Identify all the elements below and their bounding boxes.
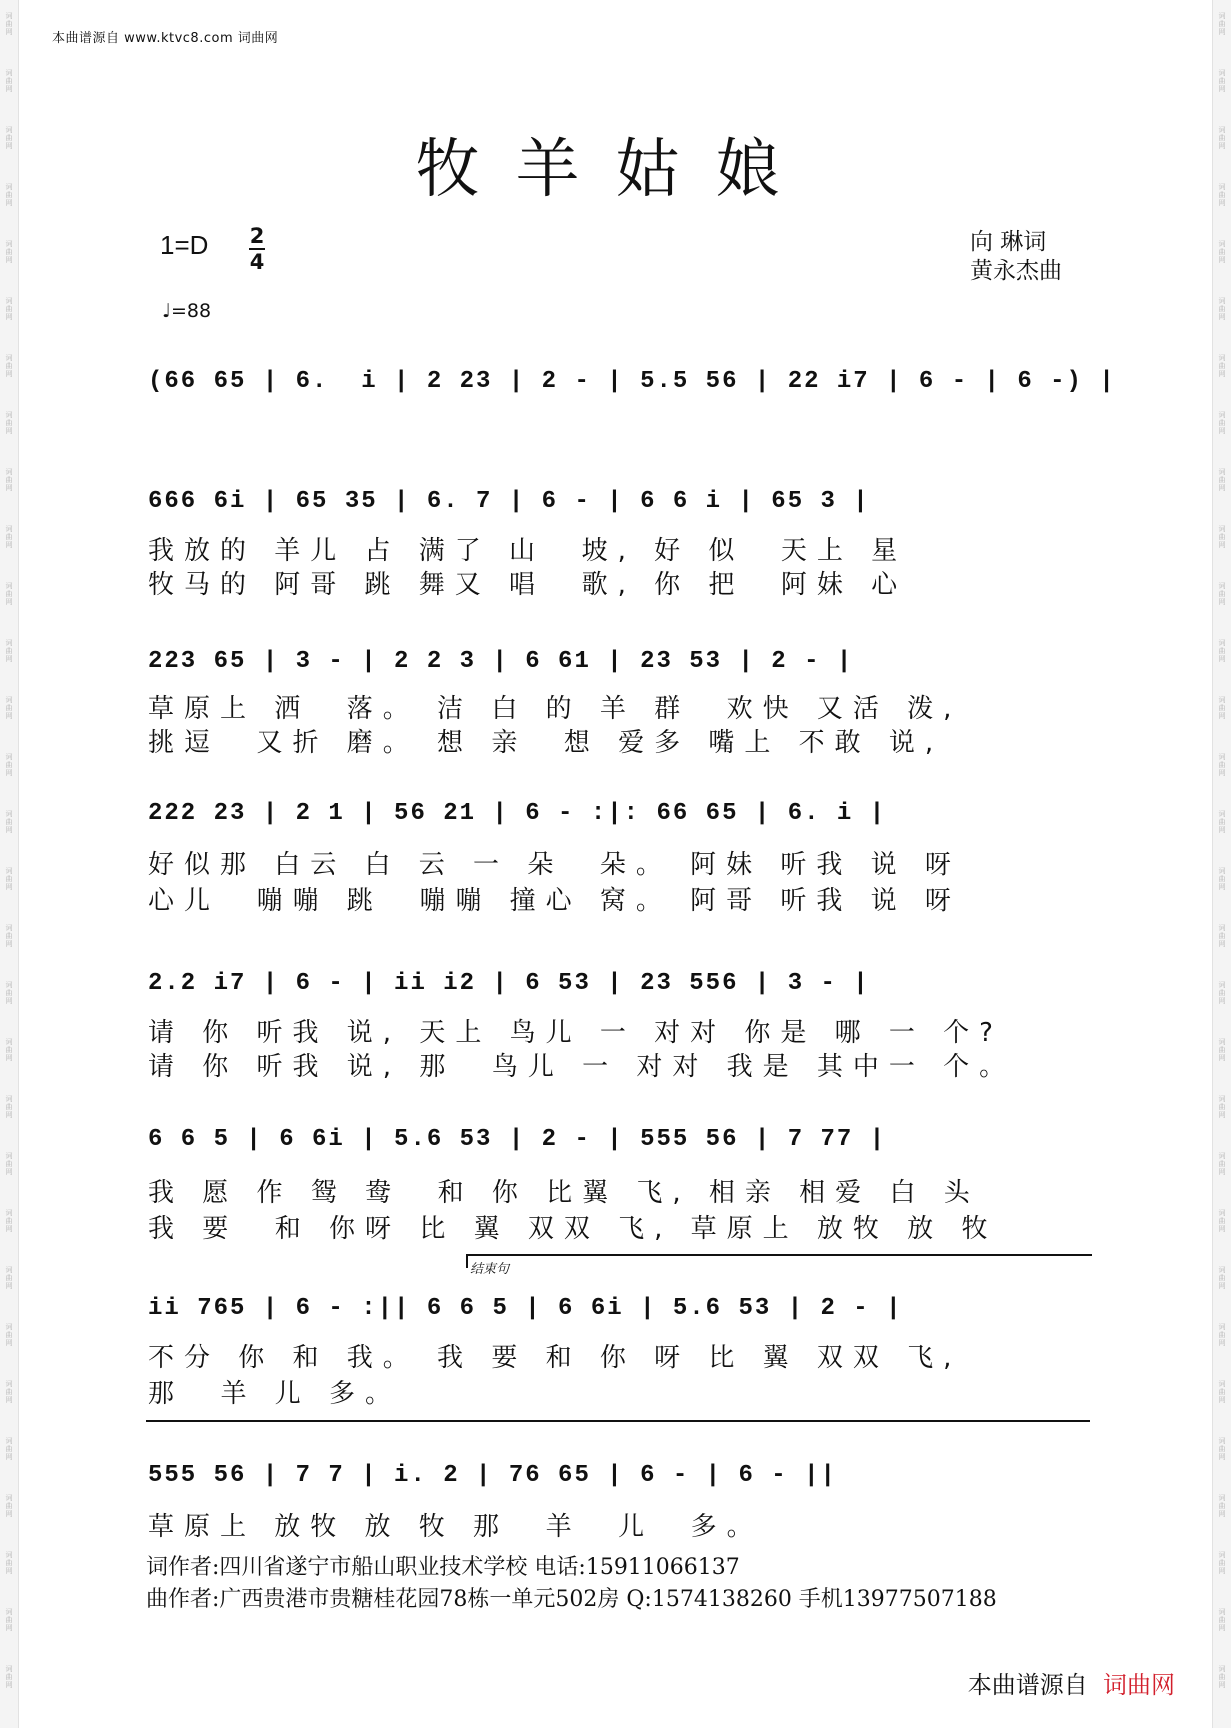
watermark-glyph: 词 曲 网 (1218, 639, 1226, 663)
ending-label: 结束句 (470, 1262, 510, 1277)
watermark-glyph: 词 曲 网 (1218, 297, 1226, 321)
watermark-glyph: 词 曲 网 (1218, 1209, 1226, 1233)
system-4-lyrics-2: 请 你 听我 说, 那 鸟儿 一 对对 我是 其中一 个。 (148, 1052, 1016, 1082)
bottom-source-prefix: 本曲谱源自 (967, 1671, 1088, 1699)
watermark-glyph: 词 曲 网 (5, 1095, 13, 1119)
watermark-glyph: 词 曲 网 (5, 525, 13, 549)
system-1-lyrics-2: 牧马的 阿哥 跳 舞又 唱 歌, 你 把 阿妹 心 (148, 570, 908, 600)
watermark-glyph: 词 曲 网 (5, 1608, 13, 1632)
watermark-glyph: 词 曲 网 (1218, 753, 1226, 777)
intro-row (0, 368, 1231, 408)
system-2-notes: 223 65 | 3 - | 2 2 3 | 6 61 | 23 53 | 2 - | (148, 648, 854, 675)
system-divider (146, 1420, 1090, 1422)
composer-info: 曲作者:广西贵港市贵糖桂花园78栋一单元502房 Q:1574138260 手机13977507188 (146, 1587, 997, 1612)
watermark-glyph: 词 曲 网 (1218, 1323, 1226, 1347)
watermark-glyph: 词 曲 网 (1218, 867, 1226, 891)
system-7-notes: 555 56 | 7 7 | i. 2 | 76 65 | 6 - | 6 - || (148, 1462, 837, 1489)
watermark-glyph: 词 曲 网 (1218, 1608, 1226, 1632)
watermark-glyph: 词 曲 网 (5, 810, 13, 834)
watermark-glyph: 词 曲 网 (5, 1038, 13, 1062)
system-4 (0, 970, 1231, 1080)
watermark-glyph: 词 曲 网 (5, 1437, 13, 1461)
system-3-lyrics-1: 好似那 白云 白 云 一 朵 朵。 阿妹 听我 说 呀 (148, 850, 961, 880)
watermark-glyph: 词 曲 网 (1218, 1551, 1226, 1575)
watermark-glyph: 词 曲 网 (5, 126, 13, 150)
watermark-glyph: 词 曲 网 (5, 639, 13, 663)
system-2-lyrics-2: 挑逗 又折 磨。 想 亲 想 爱多 嘴上 不敢 说, (148, 728, 944, 758)
watermark-glyph: 词 曲 网 (1218, 1095, 1226, 1119)
time-signature-top: 2 (249, 224, 265, 248)
system-5-notes: 6 6 5 | 6 6i | 5.6 53 | 2 - | 555 56 | 7 77 | (148, 1126, 887, 1153)
watermark-glyph: 词 曲 网 (1218, 69, 1226, 93)
system-1-lyrics-1: 我放的 羊儿 占 满了 山 坡, 好 似 天上 星 (148, 536, 908, 566)
watermark-glyph: 词 曲 网 (1218, 354, 1226, 378)
watermark-glyph: 词 曲 网 (1218, 1152, 1226, 1176)
lyricist-credit: 向 琳词 (970, 229, 1047, 255)
watermark-glyph: 词 曲 网 (5, 183, 13, 207)
watermark-glyph: 词 曲 网 (1218, 525, 1226, 549)
tempo-marking: ♩=88 (162, 300, 212, 322)
watermark-glyph: 词 曲 网 (5, 1152, 13, 1176)
watermark-glyph: 词 曲 网 (5, 12, 13, 36)
system-3 (0, 800, 1231, 916)
watermark-glyph: 词 曲 网 (5, 867, 13, 891)
watermark-glyph: 词 曲 网 (1218, 183, 1226, 207)
watermark-glyph: 词 曲 网 (1218, 126, 1226, 150)
watermark-glyph: 词 曲 网 (5, 1323, 13, 1347)
credits (970, 228, 1062, 286)
system-1 (0, 488, 1231, 598)
watermark-glyph: 词 曲 网 (5, 297, 13, 321)
watermark-glyph: 词 曲 网 (5, 924, 13, 948)
watermark-glyph: 词 曲 网 (1218, 240, 1226, 264)
watermark-glyph: 词 曲 网 (5, 411, 13, 435)
watermark-glyph: 词 曲 网 (1218, 924, 1226, 948)
watermark-glyph: 词 曲 网 (1218, 1494, 1226, 1518)
song-title: 牧羊姑娘 (415, 133, 816, 207)
watermark-glyph: 词 曲 网 (5, 354, 13, 378)
header-source-text: 本曲谱源自 www.ktvc8.com 词曲网 (52, 31, 279, 46)
watermark-glyph: 词 曲 网 (1218, 411, 1226, 435)
watermark-glyph: 词 曲 网 (1218, 1380, 1226, 1404)
composer-credit: 黄永杰曲 (970, 258, 1062, 284)
watermark-glyph: 词 曲 网 (1218, 468, 1226, 492)
system-3-notes: 222 23 | 2 1 | 56 21 | 6 - :|: 66 65 | 6. i | (148, 800, 887, 827)
system-7 (0, 1462, 1231, 1542)
watermark-glyph: 词 曲 网 (5, 1209, 13, 1233)
watermark-glyph: 词 曲 网 (5, 696, 13, 720)
watermark-glyph: 词 曲 网 (5, 69, 13, 93)
system-6 (0, 1295, 1231, 1409)
system-4-notes: 2.2 i7 | 6 - | ii i2 | 6 53 | 23 556 | 3 - | (148, 970, 870, 997)
system-6-lyrics-2: 那 羊 儿 多。 (148, 1379, 402, 1409)
watermark-glyph: 词 曲 网 (1218, 981, 1226, 1005)
system-5-lyrics-2: 我 要 和 你呀 比 翼 双双 飞, 草原上 放牧 放 牧 (148, 1214, 998, 1244)
watermark-glyph: 词 曲 网 (1218, 1266, 1226, 1290)
watermark-glyph: 词 曲 网 (5, 468, 13, 492)
system-7-lyrics-1: 草原上 放牧 放 牧 那 羊 儿 多。 (148, 1512, 763, 1542)
time-signature (247, 225, 267, 273)
system-6-notes: ii 765 | 6 - :|| 6 6 5 | 6 6i | 5.6 53 | 2 - | (148, 1295, 903, 1322)
ending-bracket (466, 1254, 1092, 1268)
watermark-glyph: 词 曲 网 (1218, 810, 1226, 834)
system-5 (0, 1126, 1231, 1244)
watermark-glyph: 词 曲 网 (1218, 696, 1226, 720)
watermark-glyph: 词 曲 网 (1218, 1665, 1226, 1689)
watermark-glyph: 词 曲 网 (5, 1665, 13, 1689)
watermark-glyph: 词 曲 网 (5, 1494, 13, 1518)
system-5-lyrics-1: 我 愿 作 鸳 鸯 和 你 比翼 飞, 相亲 相爱 白 头 (148, 1178, 980, 1208)
watermark-glyph: 词 曲 网 (1218, 1437, 1226, 1461)
key-signature: 1=D (160, 230, 209, 260)
watermark-glyph: 词 曲 网 (1218, 12, 1226, 36)
watermark-glyph: 词 曲 网 (1218, 1038, 1226, 1062)
watermark-glyph: 词 曲 网 (5, 1551, 13, 1575)
bottom-source (968, 1665, 1175, 1700)
lyricist-info: 词作者:四川省遂宁市船山职业技术学校 电话:15911066137 (146, 1555, 740, 1580)
intro-notes: (66 65 | 6. i | 2 23 | 2 - | 5.5 56 | 22 i7 | 6 - | 6 -) | (148, 368, 1116, 395)
system-4-lyrics-1: 请 你 听我 说, 天上 鸟儿 一 对对 你是 哪 一 个? (148, 1018, 1003, 1048)
watermark-glyph: 词 曲 网 (5, 753, 13, 777)
time-signature-bottom: 4 (249, 250, 265, 274)
system-3-lyrics-2: 心儿 嘣嘣 跳 嘣嘣 撞心 窝。 阿哥 听我 说 呀 (148, 886, 961, 916)
watermark-glyph: 词 曲 网 (5, 240, 13, 264)
system-2 (0, 648, 1231, 758)
system-1-notes: 666 6i | 65 35 | 6. 7 | 6 - | 6 6 i | 65 3 | (148, 488, 870, 515)
system-6-lyrics-1: 不分 你 和 我。 我 要 和 你 呀 比 翼 双双 飞, (148, 1343, 962, 1373)
bottom-source-brand: 词曲网 (1103, 1671, 1175, 1699)
watermark-glyph: 词 曲 网 (1218, 582, 1226, 606)
watermark-glyph: 词 曲 网 (5, 981, 13, 1005)
system-2-lyrics-1: 草原上 洒 落。 洁 白 的 羊 群 欢快 又活 泼, (148, 694, 962, 724)
watermark-glyph: 词 曲 网 (5, 582, 13, 606)
watermark-glyph: 词 曲 网 (5, 1380, 13, 1404)
watermark-glyph: 词 曲 网 (5, 1266, 13, 1290)
